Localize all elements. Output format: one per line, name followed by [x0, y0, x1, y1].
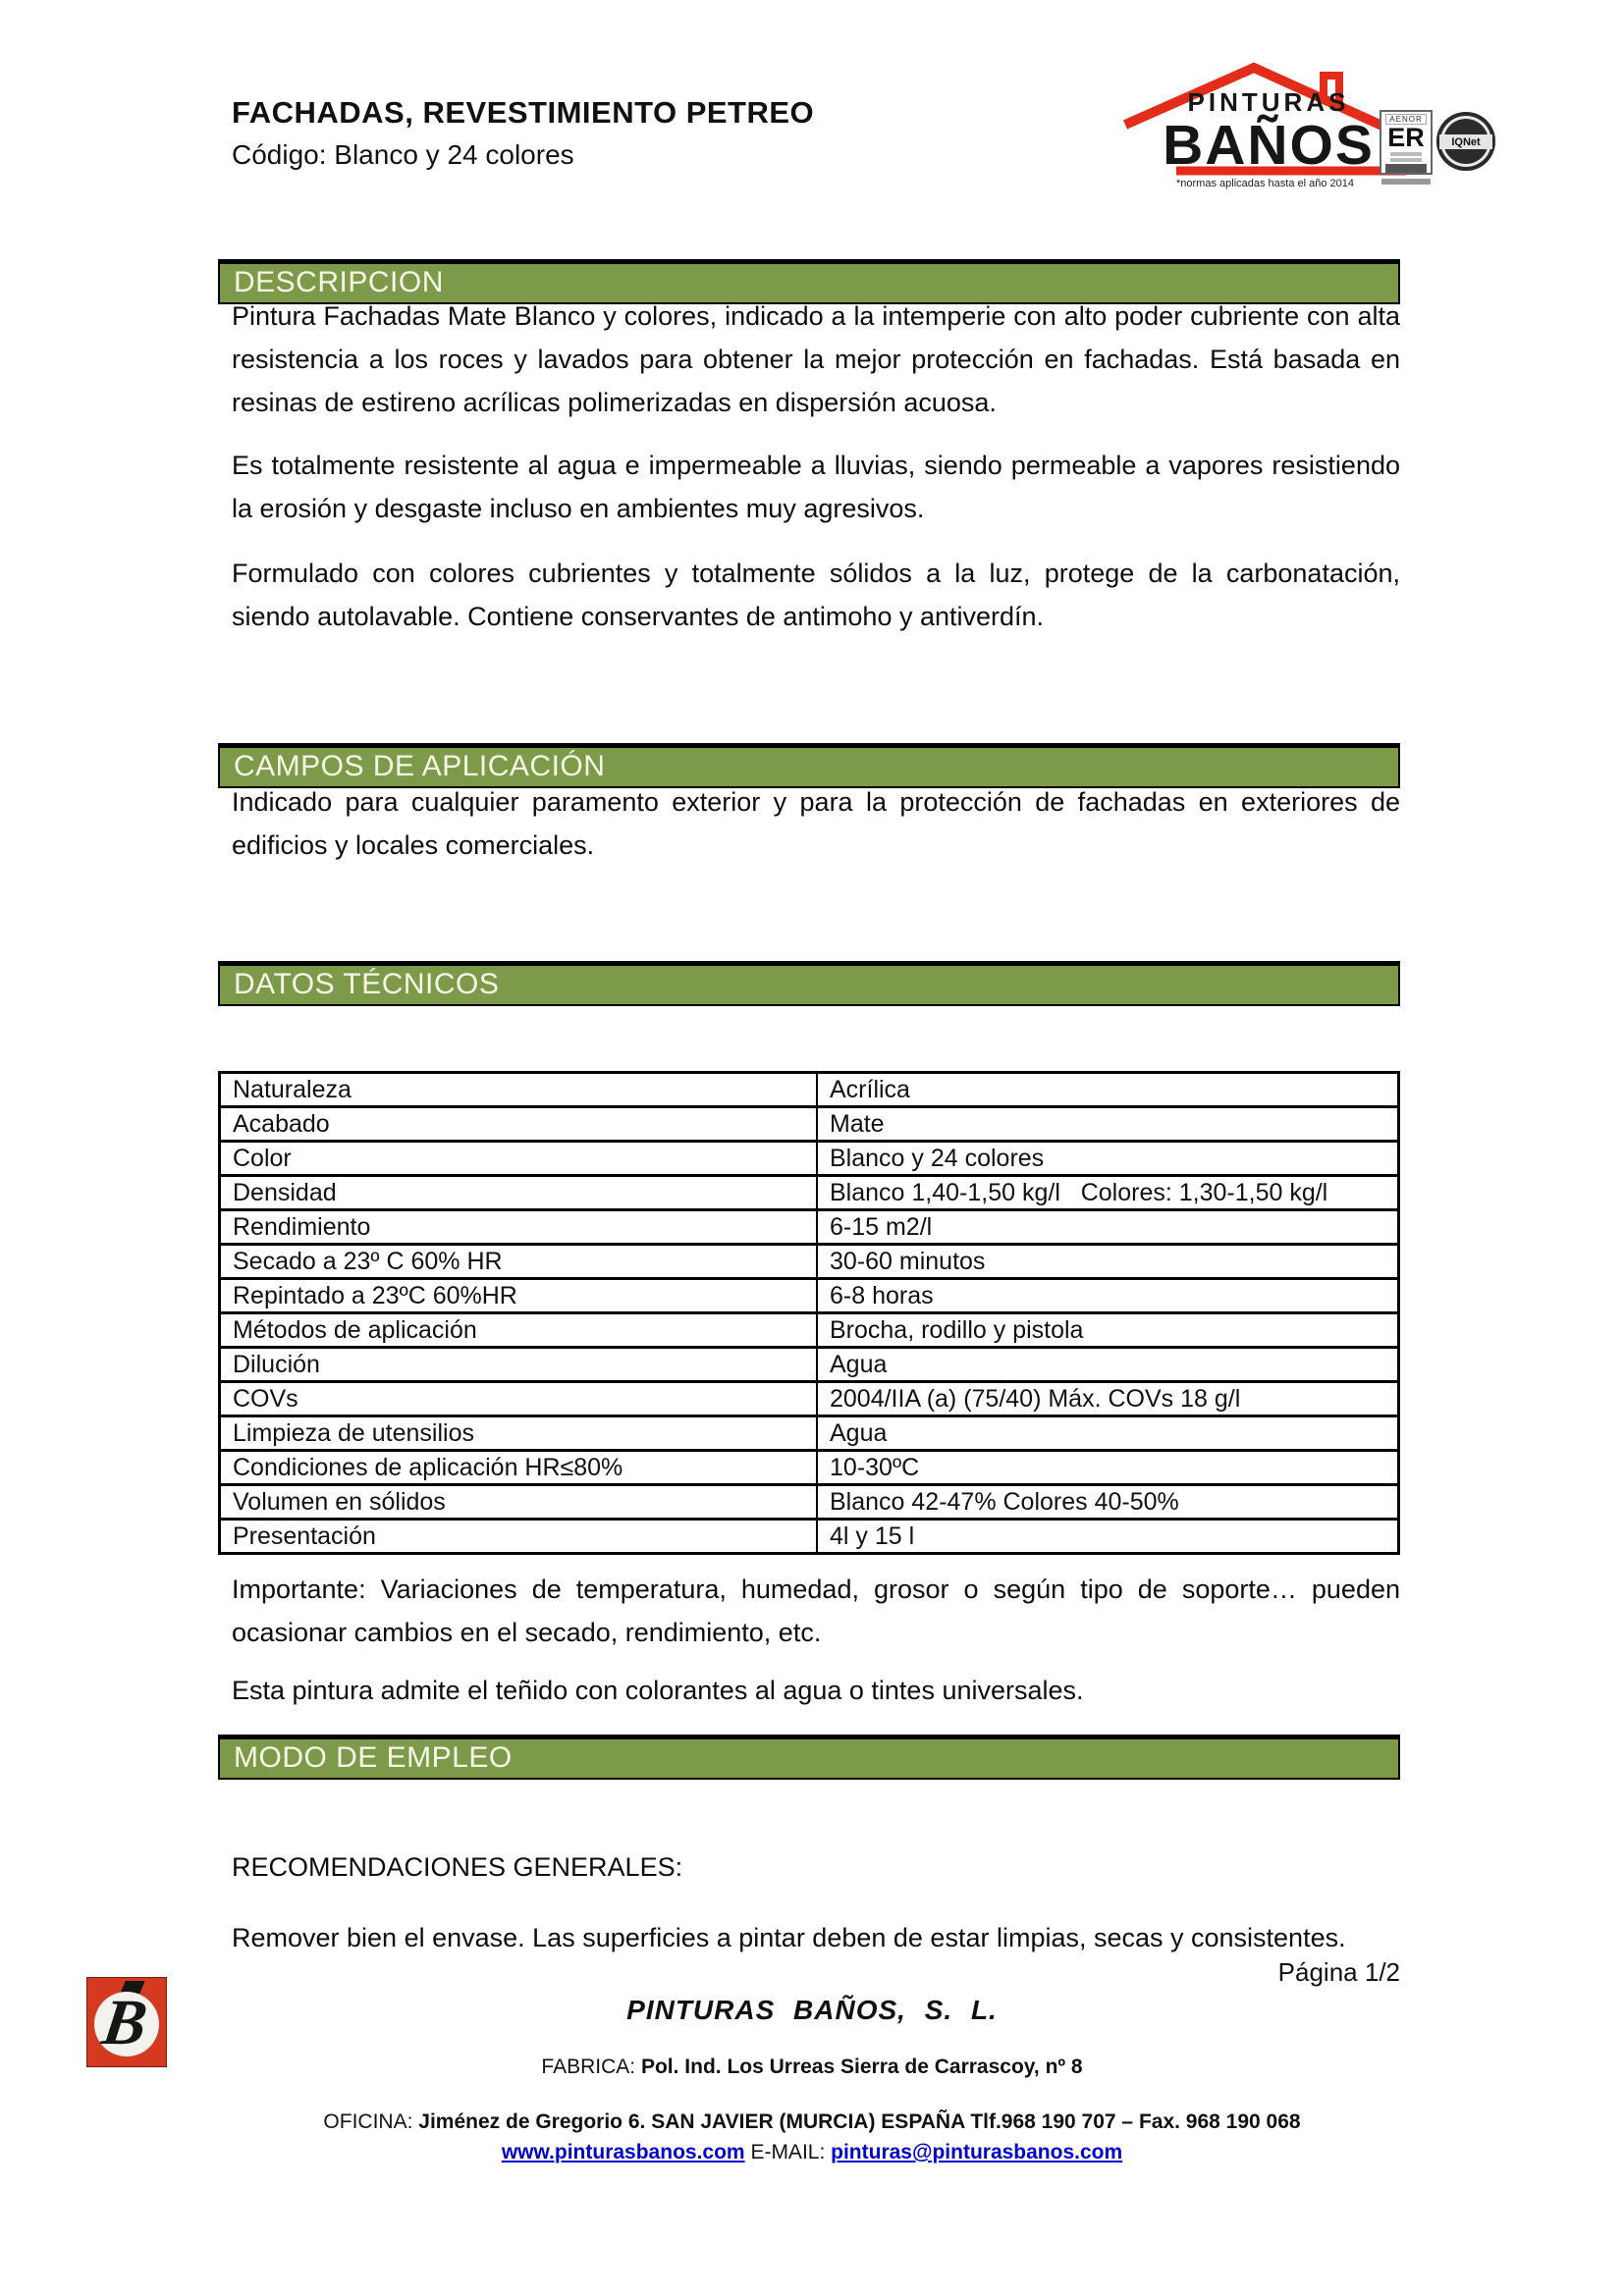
table-cell-label: Repintado a 23ºC 60%HR	[220, 1279, 818, 1313]
table-row	[220, 1279, 1399, 1313]
brand-name-main: BAÑOS	[1163, 114, 1375, 177]
iqnet-label: IQNet	[1439, 134, 1492, 149]
section-header-campos: CAMPOS DE APLICACIÓN	[218, 743, 1400, 788]
website-link[interactable]: www.pinturasbanos.com	[501, 2141, 745, 2163]
brand-logo	[1119, 54, 1414, 216]
table-cell-value: Acrílica	[817, 1073, 1399, 1107]
modo-paragraph: Remover bien el envase. Las superficies a pintar deben de estar limpias, secas y consistentes.	[232, 1923, 1346, 1952]
table-cell-value: Blanco 42-47% Colores 40-50%	[817, 1485, 1399, 1520]
table-row	[220, 1245, 1399, 1279]
table-cell-value: Brocha, rodillo y pistola	[817, 1313, 1399, 1348]
table-cell-label: Métodos de aplicación	[220, 1313, 818, 1348]
section-header-modo: MODO DE EMPLEO	[218, 1735, 1400, 1780]
table-cell-value: Agua	[817, 1348, 1399, 1382]
table-row	[220, 1416, 1399, 1451]
table-row	[220, 1313, 1399, 1348]
table-cell-value: 6-15 m2/l	[817, 1210, 1399, 1245]
table-cell-label: Secado a 23º C 60% HR	[220, 1245, 818, 1279]
house-roof-icon	[1119, 54, 1414, 177]
page-title: FACHADAS, REVESTIMIENTO PETREO	[232, 95, 815, 130]
table-cell-label: Condiciones de aplicación HR≤80%	[220, 1451, 818, 1485]
aenor-label: AENOR	[1385, 114, 1427, 125]
table-row	[220, 1210, 1399, 1245]
table-cell-value: 30-60 minutos	[817, 1245, 1399, 1279]
table-cell-label: Limpieza de utensilios	[220, 1416, 818, 1451]
section-header-datos: DATOS TÉCNICOS	[218, 961, 1400, 1006]
table-cell-label: Naturaleza	[220, 1073, 818, 1107]
table-cell-value: Blanco y 24 colores	[817, 1142, 1399, 1176]
table-cell-value: 6-8 horas	[817, 1279, 1399, 1313]
table-cell-label: Volumen en sólidos	[220, 1485, 818, 1520]
table-cell-value: Blanco 1,40-1,50 kg/l Colores: 1,30-1,50 kg/l	[817, 1176, 1399, 1210]
email-label: E-MAIL:	[750, 2141, 826, 2163]
table-row	[220, 1142, 1399, 1176]
oficina-label: OFICINA:	[323, 2110, 413, 2133]
product-code: Código: Blanco y 24 colores	[232, 139, 574, 170]
table-cell-label: Dilución	[220, 1348, 818, 1382]
aenor-band	[1385, 164, 1427, 173]
aenor-smallprint-line	[1390, 152, 1422, 156]
table-cell-label: COVs	[220, 1382, 818, 1416]
footer-oficina-line	[0, 2110, 1624, 2134]
footer-links-line	[0, 2141, 1624, 2164]
brand-name-top: PINTURAS	[1187, 87, 1350, 117]
aenor-code-line	[1381, 179, 1431, 185]
iqnet-certification-badge	[1436, 112, 1495, 171]
table-row	[220, 1485, 1399, 1520]
table-cell-value: 2004/IIA (a) (75/40) Máx. COVs 18 g/l	[817, 1382, 1399, 1416]
table-cell-label: Acabado	[220, 1107, 818, 1142]
table-row	[220, 1348, 1399, 1382]
aenor-er-mark: ER	[1387, 123, 1425, 152]
technical-data-table	[218, 1071, 1400, 1555]
page-number: Página 1/2	[1277, 1957, 1400, 1987]
fabrica-address: Pol. Ind. Los Urreas Sierra de Carrascoy, nº 8	[640, 2056, 1083, 2078]
table-cell-label: Densidad	[220, 1176, 818, 1210]
descripcion-paragraph-2: Es totalmente resistente al agua e impermeable a lluvias, siendo permeable a vapores resistiendo la erosión y desgaste incluso en ambientes muy agresivos.	[232, 451, 1400, 523]
oficina-address: Jiménez de Gregorio 6. SAN JAVIER (MURCIA) ESPAÑA Tlf.968 190 707 – Fax. 968 190 068	[418, 2110, 1301, 2133]
table-cell-value: Mate	[817, 1107, 1399, 1142]
footer-fabrica-line	[0, 2056, 1624, 2079]
table-cell-value: 4l y 15 l	[817, 1520, 1399, 1554]
table-cell-label: Color	[220, 1142, 818, 1176]
table-row	[220, 1520, 1399, 1554]
table-row	[220, 1451, 1399, 1485]
campos-paragraph: Indicado para cualquier paramento exterior y para la protección de fachadas en exteriores de edificios y locales comerciales.	[232, 787, 1400, 860]
table-row	[220, 1107, 1399, 1142]
table-row	[220, 1382, 1399, 1416]
brand-footnote: *normas aplicadas hasta el año 2014	[1176, 178, 1355, 189]
table-cell-label: Rendimiento	[220, 1210, 818, 1245]
descripcion-paragraph-3: Formulado con colores cubrientes y totalmente sólidos a la luz, protege de la carbonatación, siendo autolavable. Contiene conservantes de antimoho y antiverdín.	[232, 559, 1400, 631]
table-cell-label: Presentación	[220, 1520, 818, 1554]
table-cell-value: Agua	[817, 1416, 1399, 1451]
important-note: Importante: Variaciones de temperatura, humedad, grosor o según tipo de soporte… pueden ocasionar cambios en el secado, rendimiento, etc.	[232, 1575, 1400, 1647]
table-row	[220, 1073, 1399, 1107]
seal-letter: B	[97, 1987, 152, 2058]
aenor-certification-badge	[1380, 110, 1433, 175]
datos-table-body	[220, 1073, 1399, 1554]
table-cell-value: 10-30ºC	[817, 1451, 1399, 1485]
descripcion-paragraph-1: Pintura Fachadas Mate Blanco y colores, indicado a la intemperie con alto poder cubriente con alta resistencia a los roces y lavados para obtener la mejor protección en fachadas. Está basada en resinas de estireno acrílicas polimerizadas en dispersión acuosa.	[232, 301, 1400, 417]
email-link[interactable]: pinturas@pinturasbanos.com	[831, 2141, 1123, 2163]
footer-company-name: PINTURAS BAÑOS, S. L.	[626, 1995, 998, 2025]
section-header-descripcion: DESCRIPCION	[218, 259, 1400, 304]
tinting-note: Esta pintura admite el teñido con colorantes al agua o tintes universales.	[232, 1676, 1084, 1705]
recommendations-subheading: RECOMENDACIONES GENERALES:	[232, 1852, 683, 1882]
aenor-smallprint-line	[1390, 158, 1422, 162]
table-row	[220, 1176, 1399, 1210]
fabrica-label: FABRICA:	[541, 2056, 636, 2078]
